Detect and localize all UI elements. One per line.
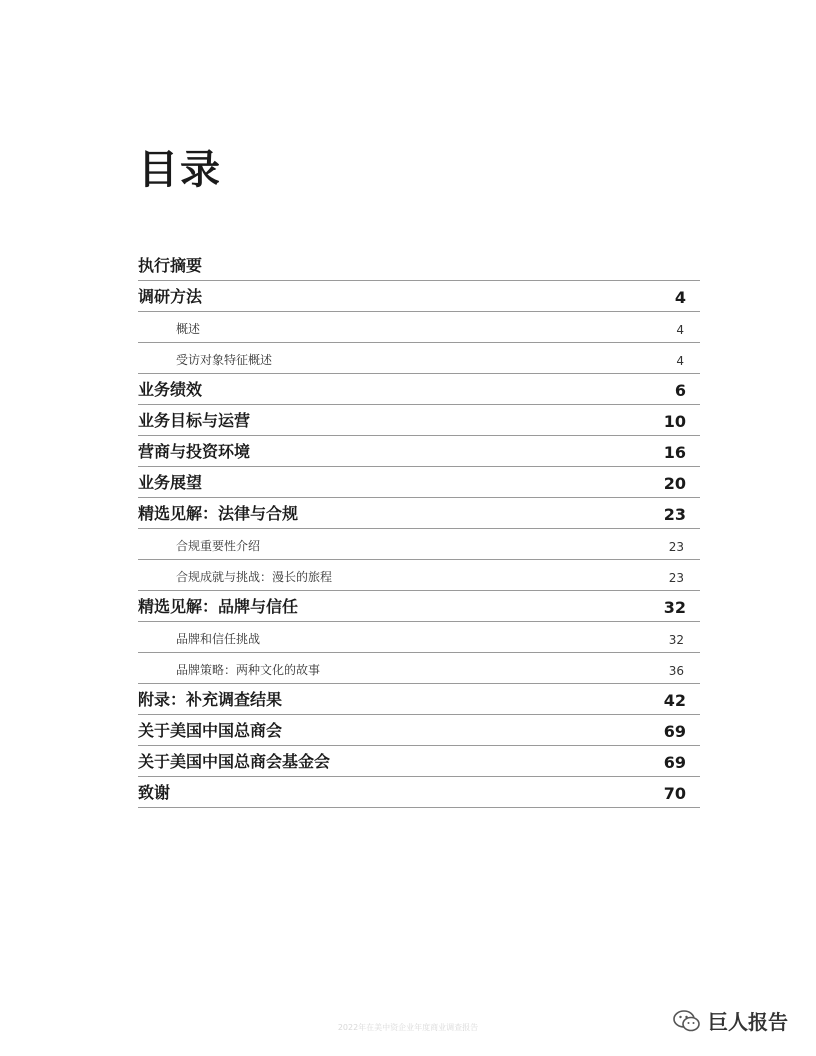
toc-subsection[interactable] xyxy=(138,343,700,374)
toc-subsection[interactable] xyxy=(138,312,700,343)
toc-section[interactable] xyxy=(138,281,700,312)
toc-label: 业务绩效 xyxy=(138,380,203,399)
toc-page-number: 70 xyxy=(663,784,686,803)
toc-subsection[interactable] xyxy=(138,529,700,560)
toc-page-number: 4 xyxy=(676,323,684,337)
toc-label: 精选见解：法律与合规 xyxy=(138,504,299,523)
toc-page-number: 23 xyxy=(668,540,684,554)
toc-label: 营商与投资环境 xyxy=(138,442,251,461)
toc-label: 受访对象特征概述 xyxy=(176,353,273,367)
toc-page-number: 23 xyxy=(663,505,686,524)
wechat-icon xyxy=(672,1008,702,1034)
toc-label: 业务目标与运营 xyxy=(138,411,251,430)
toc-label: 合规重要性介绍 xyxy=(176,539,261,553)
toc-label: 业务展望 xyxy=(138,473,203,492)
toc-page-number: 32 xyxy=(668,633,684,647)
toc-page-number: 6 xyxy=(674,381,686,400)
toc-page-number: 36 xyxy=(668,664,684,678)
toc-section[interactable] xyxy=(138,715,700,746)
toc-section[interactable] xyxy=(138,374,700,405)
toc-page-number: 16 xyxy=(663,443,686,462)
toc-section[interactable] xyxy=(138,405,700,436)
toc-section[interactable] xyxy=(138,498,700,529)
toc-label: 品牌策略：两种文化的故事 xyxy=(176,663,321,677)
toc-section[interactable] xyxy=(138,746,700,777)
toc-label: 精选见解：品牌与信任 xyxy=(138,597,299,616)
toc-section[interactable] xyxy=(138,591,700,622)
toc-subsection[interactable] xyxy=(138,622,700,653)
toc-label: 调研方法 xyxy=(138,287,203,306)
toc-page-number: 4 xyxy=(676,354,684,368)
toc-label: 合规成就与挑战：漫长的旅程 xyxy=(176,570,333,584)
toc-subsection[interactable] xyxy=(138,560,700,591)
toc-section[interactable] xyxy=(138,250,700,281)
footer-text: 2022年在美中资企业年度商业调查报告 xyxy=(337,1023,479,1032)
toc-page-number: 4 xyxy=(674,288,686,307)
table-of-contents xyxy=(138,250,700,808)
page-title: 目录 xyxy=(138,147,222,193)
toc-section[interactable] xyxy=(138,467,700,498)
toc-section[interactable] xyxy=(138,684,700,715)
watermark xyxy=(672,1006,788,1035)
toc-page-number: 69 xyxy=(663,722,686,741)
toc-page-number: 10 xyxy=(663,412,686,431)
watermark-text: 巨人报告 xyxy=(708,1010,788,1034)
toc-section[interactable] xyxy=(138,436,700,467)
toc-label: 关于美国中国总商会 xyxy=(138,721,283,740)
toc-page-number: 20 xyxy=(663,474,686,493)
toc-label: 执行摘要 xyxy=(138,256,203,275)
toc-page-number: 32 xyxy=(663,598,686,617)
toc-section[interactable] xyxy=(138,777,700,808)
toc-label: 关于美国中国总商会基金会 xyxy=(138,752,331,771)
toc-label: 致谢 xyxy=(138,783,171,802)
toc-page-number: 69 xyxy=(663,753,686,772)
toc-page-number: 23 xyxy=(668,571,684,585)
toc-label: 品牌和信任挑战 xyxy=(176,632,261,646)
toc-subsection[interactable] xyxy=(138,653,700,684)
toc-label: 概述 xyxy=(176,322,201,336)
toc-page-number: 42 xyxy=(663,691,686,710)
toc-label: 附录：补充调查结果 xyxy=(138,690,283,709)
